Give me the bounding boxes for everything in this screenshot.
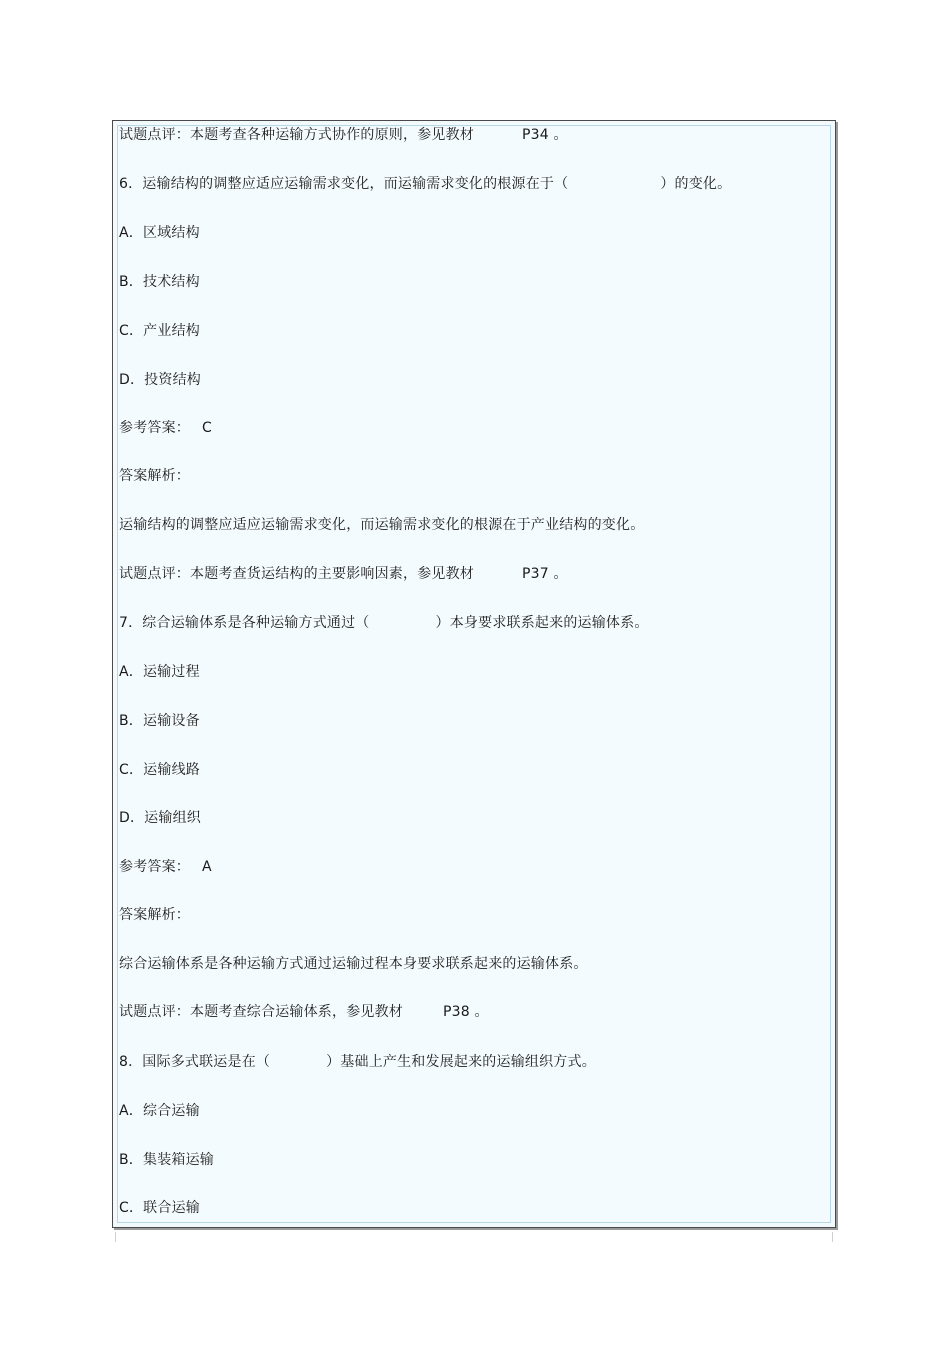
option-a: A．综合运输 <box>119 1103 200 1119</box>
comment-line-q6 <box>119 564 568 584</box>
option-b: B．集装箱运输 <box>119 1152 215 1168</box>
answer-label: 参考答案： <box>119 420 190 436</box>
comment-line-q7 <box>119 1002 489 1022</box>
question-panel <box>112 120 836 1228</box>
comment-text: 试题点评：本题考查货运结构的主要影响因素，参见教材 <box>119 566 474 582</box>
analysis-label: 答案解析： <box>119 468 190 484</box>
question-stem: 6．运输结构的调整应适应运输需求变化，而运输需求变化的根源在于（ <box>119 176 569 192</box>
option-a: A．运输过程 <box>119 664 200 680</box>
reference-answer <box>119 418 212 438</box>
question-6 <box>119 174 731 194</box>
reference-answer <box>119 857 212 877</box>
question-stem-tail: ）的变化。 <box>660 176 732 192</box>
textbook-ref: P34 。 <box>522 127 568 143</box>
question-7 <box>119 613 649 633</box>
option-b: B．技术结构 <box>119 274 200 290</box>
answer-value: A <box>202 859 212 875</box>
answer-label: 参考答案： <box>119 859 190 875</box>
question-stem-tail: ）本身要求联系起来的运输体系。 <box>435 615 649 631</box>
question-stem: 8．国际多式联运是在（ <box>119 1054 271 1070</box>
analysis-text: 运输结构的调整应适应运输需求变化，而运输需求变化的根源在于产业结构的变化。 <box>119 517 645 533</box>
analysis-text: 综合运输体系是各种运输方式通过运输过程本身要求联系起来的运输体系。 <box>119 956 588 972</box>
option-c: C．产业结构 <box>119 323 200 339</box>
comment-text: 试题点评：本题考查各种运输方式协作的原则，参见教材 <box>119 127 474 143</box>
comment-line-q5 <box>119 125 568 145</box>
question-stem-tail: ）基础上产生和发展起来的运输组织方式。 <box>326 1054 596 1070</box>
analysis-label: 答案解析： <box>119 907 190 923</box>
question-8 <box>119 1052 596 1072</box>
table-continuation-mark-right <box>832 1232 833 1242</box>
answer-value: C <box>202 420 212 436</box>
table-continuation-mark-left <box>115 1232 116 1242</box>
textbook-ref: P37 。 <box>522 566 568 582</box>
comment-text: 试题点评：本题考查综合运输体系，参见教材 <box>119 1004 403 1020</box>
option-a: A．区域结构 <box>119 225 200 241</box>
textbook-ref: P38 。 <box>443 1004 489 1020</box>
option-d: D．投资结构 <box>119 372 201 388</box>
option-c: C．运输线路 <box>119 762 200 778</box>
option-d: D．运输组织 <box>119 810 201 826</box>
option-b: B．运输设备 <box>119 713 200 729</box>
question-stem: 7．综合运输体系是各种运输方式通过（ <box>119 615 370 631</box>
option-c: C．联合运输 <box>119 1200 200 1216</box>
